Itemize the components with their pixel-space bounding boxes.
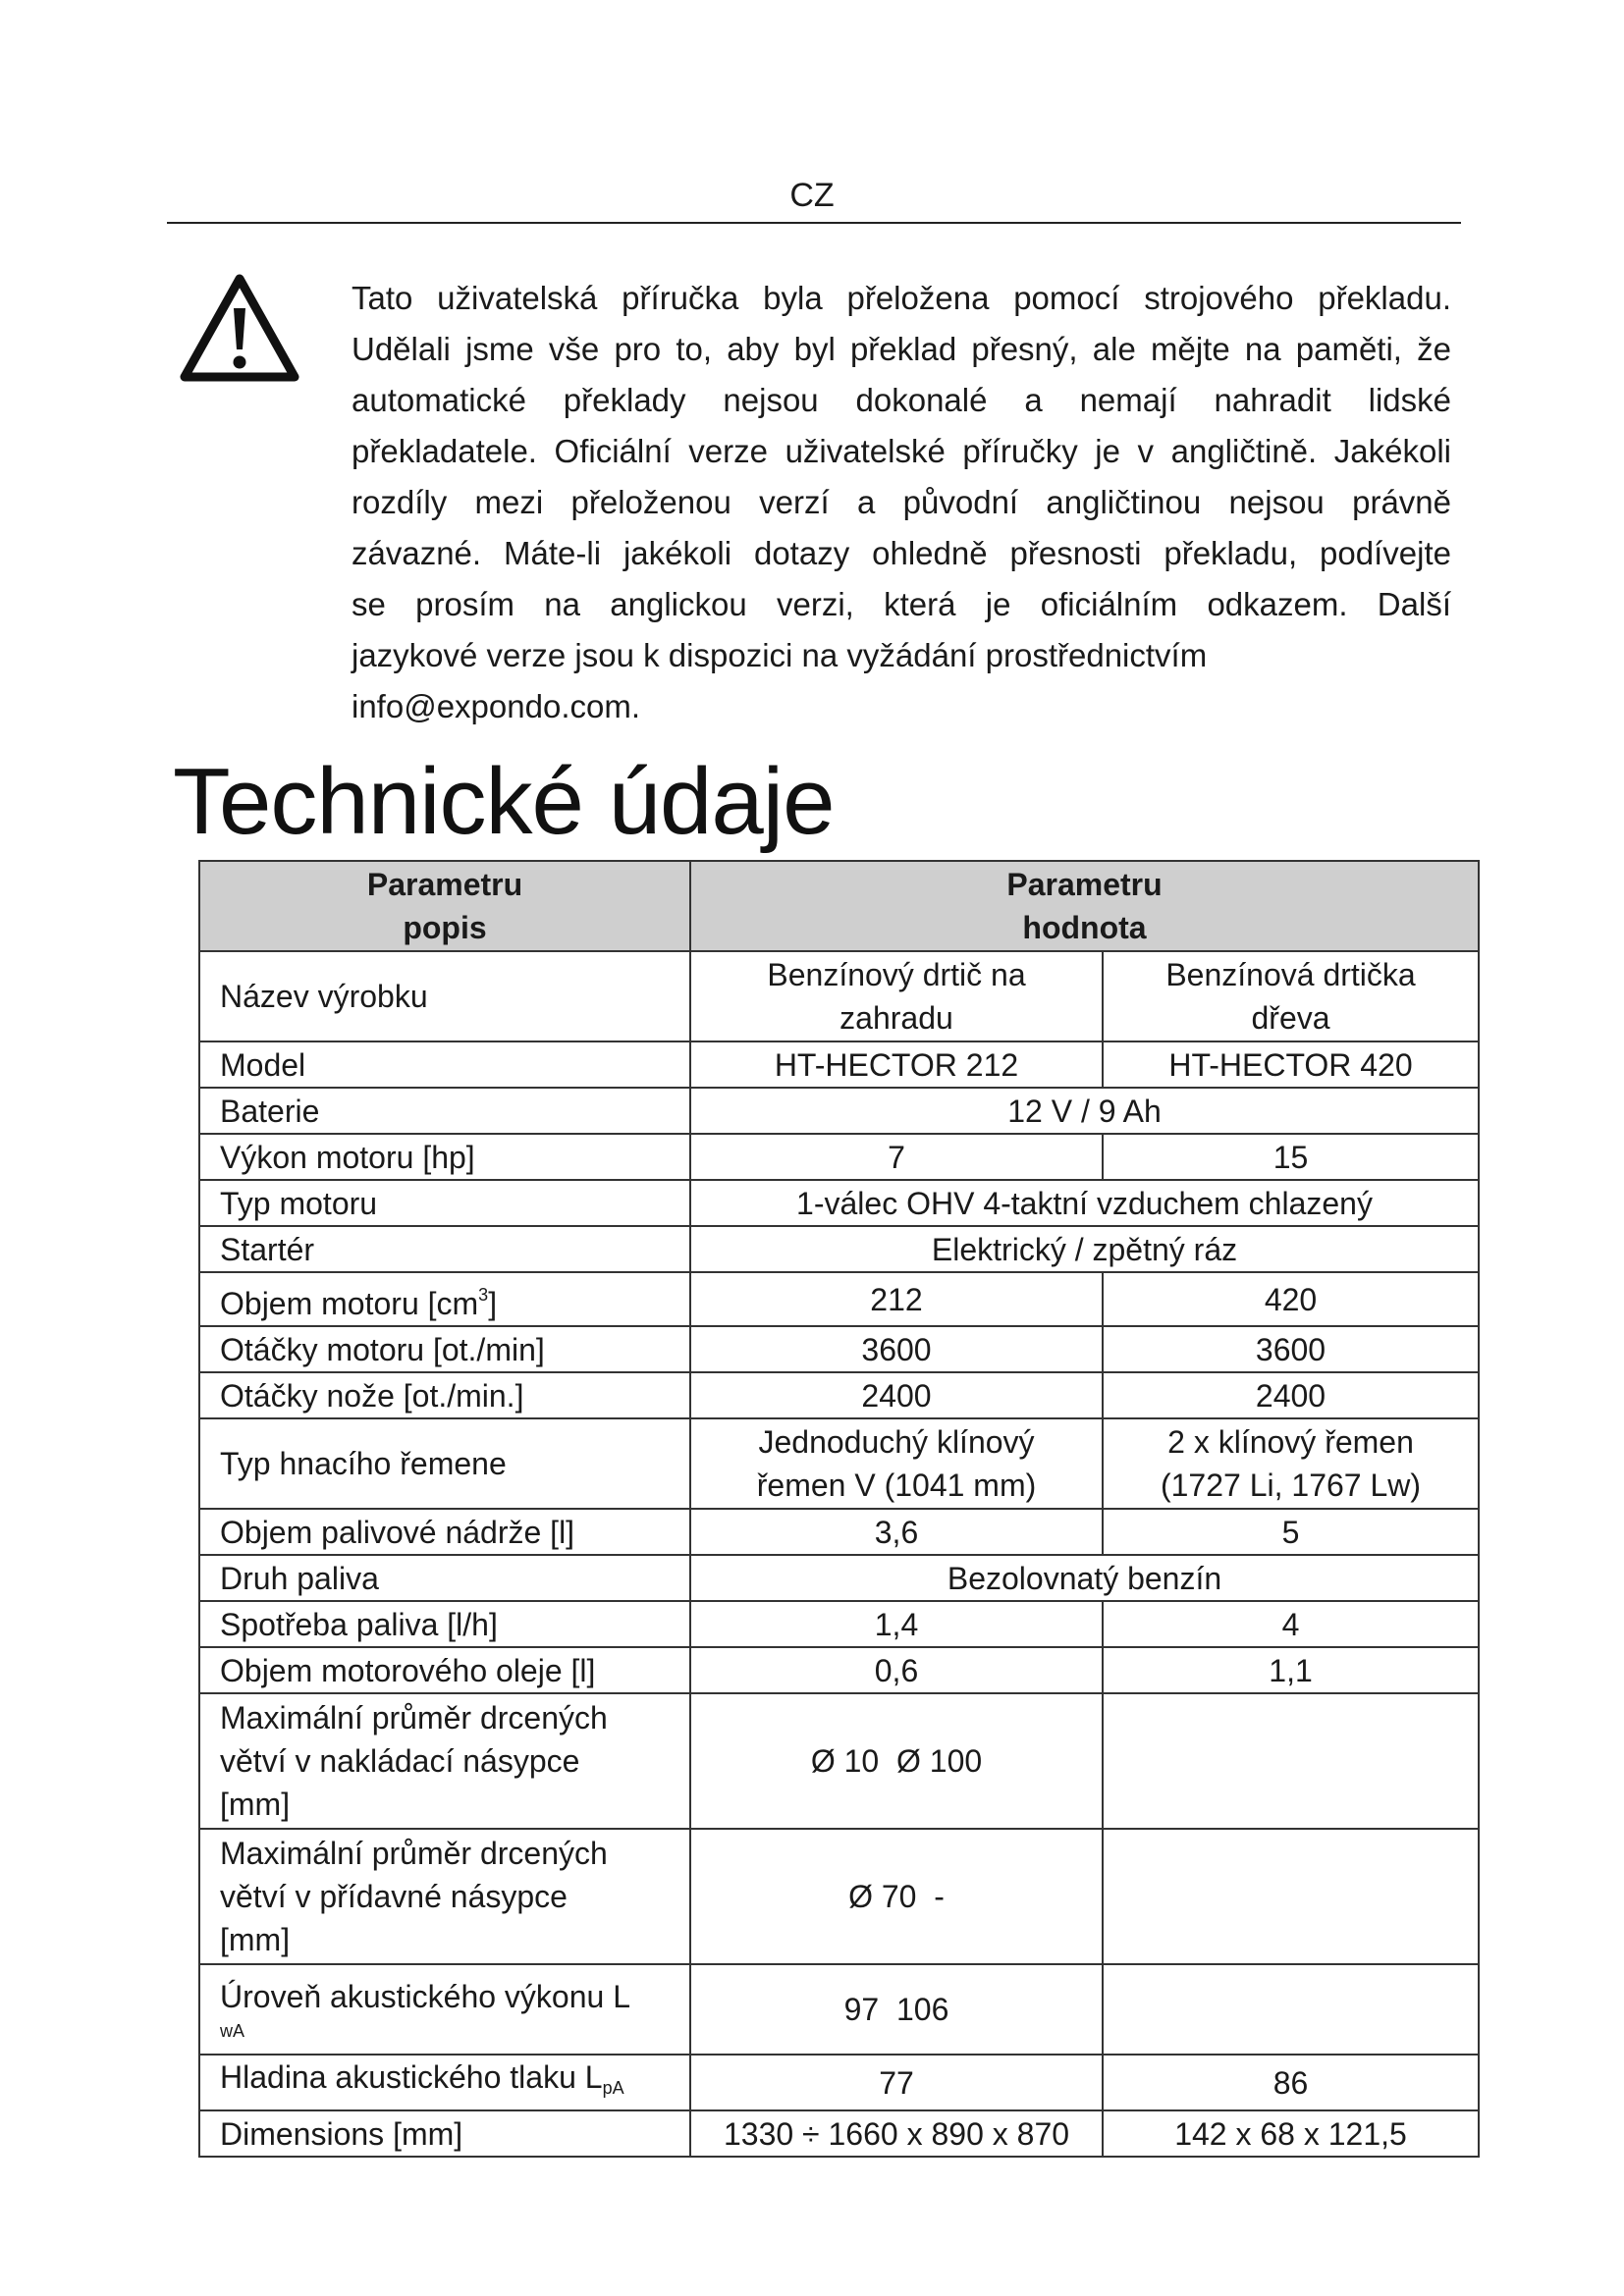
param-label [199, 1964, 690, 2055]
value-cell: 212 [690, 1272, 1103, 1326]
machine-translation-notice [352, 273, 1451, 732]
header-text: Parametru [1006, 867, 1163, 902]
notice-line: překladatele. Oficiální verze uživatelské příručky je v angličtině. Jakékoli [352, 433, 1451, 469]
header-text: hodnota [1022, 910, 1147, 945]
value-cell: 2400 [690, 1372, 1103, 1418]
table-row [199, 1647, 1479, 1693]
value-cell: Ø 10 Ø 100 [690, 1693, 1103, 1829]
param-label: Druh paliva [199, 1555, 690, 1601]
header-parameter-description [199, 861, 690, 951]
value-cell: 0,6 [690, 1647, 1103, 1693]
param-text: větví v nakládací násypce [220, 1743, 580, 1779]
value-cell: 97 106 [690, 1964, 1103, 2055]
value-text: zahradu [839, 1000, 953, 1036]
value-cell: 77 [690, 2055, 1103, 2110]
value-cell: 142 x 68 x 121,5 [1103, 2110, 1479, 2157]
table-row [199, 2110, 1479, 2157]
param-label: Otáčky motoru [ot./min] [199, 1326, 690, 1372]
technical-specs-table [198, 860, 1480, 2158]
value-text: 2 x klínový řemen [1167, 1424, 1414, 1460]
header-parameter-value [690, 861, 1479, 951]
value-cell: 7 [690, 1134, 1103, 1180]
value-text: Benzínová drtička [1165, 957, 1416, 992]
notice-line: se prosím na anglickou verzi, která je oficiálním odkazem. Další [352, 586, 1451, 622]
table-row [199, 1134, 1479, 1180]
param-text: Objem motoru [cm [220, 1286, 479, 1321]
value-cell: 1,1 [1103, 1647, 1479, 1693]
param-text: Maximální průměr drcených [220, 1700, 608, 1735]
value-cell [1103, 1418, 1479, 1509]
table-row [199, 1964, 1479, 2055]
value-cell: 1330 ÷ 1660 x 890 x 870 [690, 2110, 1103, 2157]
table-row [199, 1180, 1479, 1226]
value-cell [1103, 1693, 1479, 1829]
table-row [199, 1326, 1479, 1372]
value-cell [1103, 1829, 1479, 1964]
param-text: [mm] [220, 1922, 291, 1957]
value-cell: Ø 70 - [690, 1829, 1103, 1964]
param-label: Model [199, 1041, 690, 1088]
subscript: wA [220, 2021, 245, 2041]
warning-triangle-icon [179, 273, 300, 383]
header-text: popis [403, 910, 487, 945]
notice-line: rozdíly mezi přeloženou verzí a původní angličtinou nejsou právně [352, 484, 1451, 520]
notice-line: jazykové verze jsou k dispozici na vyžádání prostřednictvím [352, 637, 1208, 673]
param-label: Startér [199, 1226, 690, 1272]
param-label [199, 1829, 690, 1964]
value-cell: 3,6 [690, 1509, 1103, 1555]
value-cell: 4 [1103, 1601, 1479, 1647]
param-label [199, 2055, 690, 2110]
value-cell: 2400 [1103, 1372, 1479, 1418]
param-label: Dimensions [mm] [199, 2110, 690, 2157]
value-cell [690, 1418, 1103, 1509]
param-text: ] [488, 1286, 498, 1321]
table-row [199, 1272, 1479, 1326]
value-cell: 5 [1103, 1509, 1479, 1555]
page-title: Technické údaje [173, 749, 835, 854]
param-label: Typ hnacího řemene [199, 1418, 690, 1509]
value-cell: 1,4 [690, 1601, 1103, 1647]
table-row [199, 1829, 1479, 1964]
param-text: [mm] [220, 1787, 291, 1822]
table-row [199, 1693, 1479, 1829]
notice-line-email: info@expondo.com. [352, 688, 641, 724]
param-text: Maximální průměr drcených [220, 1836, 608, 1871]
param-text: větví v přídavné násypce [220, 1879, 568, 1914]
param-label: Objem palivové nádrže [l] [199, 1509, 690, 1555]
table-row [199, 1372, 1479, 1418]
value-text: řemen V (1041 mm) [756, 1468, 1037, 1503]
notice-line: automatické překlady nejsou dokonalé a nemají nahradit lidské [352, 382, 1451, 418]
value-cell [1103, 951, 1479, 1041]
table-header-row [199, 861, 1479, 951]
param-label [199, 1693, 690, 1829]
value-cell: 3600 [690, 1326, 1103, 1372]
value-cell: Elektrický / zpětný ráz [690, 1226, 1479, 1272]
table-row [199, 1509, 1479, 1555]
value-cell: 15 [1103, 1134, 1479, 1180]
header-text: Parametru [366, 867, 523, 902]
notice-line: Tato uživatelská příručka byla přeložena pomocí strojového překladu. [352, 280, 1451, 316]
param-label: Baterie [199, 1088, 690, 1134]
value-cell: HT-HECTOR 420 [1103, 1041, 1479, 1088]
notice-line: závazné. Máte-li jakékoli dotazy ohledně přesnosti překladu, podívejte [352, 535, 1451, 571]
table-row [199, 1041, 1479, 1088]
table-row [199, 1555, 1479, 1601]
superscript: 3 [478, 1285, 489, 1305]
value-cell [690, 951, 1103, 1041]
table-row [199, 1418, 1479, 1509]
value-cell: 420 [1103, 1272, 1479, 1326]
subscript: pA [602, 2078, 624, 2098]
table-row [199, 951, 1479, 1041]
value-cell: 86 [1103, 2055, 1479, 2110]
param-label: Spotřeba paliva [l/h] [199, 1601, 690, 1647]
table-row [199, 1226, 1479, 1272]
param-label: Otáčky nože [ot./min.] [199, 1372, 690, 1418]
table-row [199, 2055, 1479, 2110]
value-cell: 3600 [1103, 1326, 1479, 1372]
language-code: CZ [789, 177, 835, 214]
value-cell: Bezolovnatý benzín [690, 1555, 1479, 1601]
param-text: Hladina akustického tlaku L [220, 2059, 603, 2095]
param-label: Název výrobku [199, 951, 690, 1041]
value-cell: HT-HECTOR 212 [690, 1041, 1103, 1088]
value-text: Benzínový drtič na [767, 957, 1026, 992]
table-row [199, 1088, 1479, 1134]
notice-line: Udělali jsme vše pro to, aby byl překlad přesný, ale mějte na paměti, že [352, 331, 1451, 367]
table-row [199, 1601, 1479, 1647]
param-text: Úroveň akustického výkonu L [220, 1979, 630, 2014]
value-cell: 12 V / 9 Ah [690, 1088, 1479, 1134]
param-label [199, 1272, 690, 1326]
value-cell: 1-válec OHV 4-taktní vzduchem chlazený [690, 1180, 1479, 1226]
value-text: (1727 Li, 1767 Lw) [1160, 1468, 1422, 1503]
value-text: dřeva [1251, 1000, 1330, 1036]
value-text: Jednoduchý klínový [758, 1424, 1035, 1460]
param-label: Výkon motoru [hp] [199, 1134, 690, 1180]
param-label: Objem motorového oleje [l] [199, 1647, 690, 1693]
header-divider [167, 222, 1461, 224]
value-cell [1103, 1964, 1479, 2055]
param-label: Typ motoru [199, 1180, 690, 1226]
